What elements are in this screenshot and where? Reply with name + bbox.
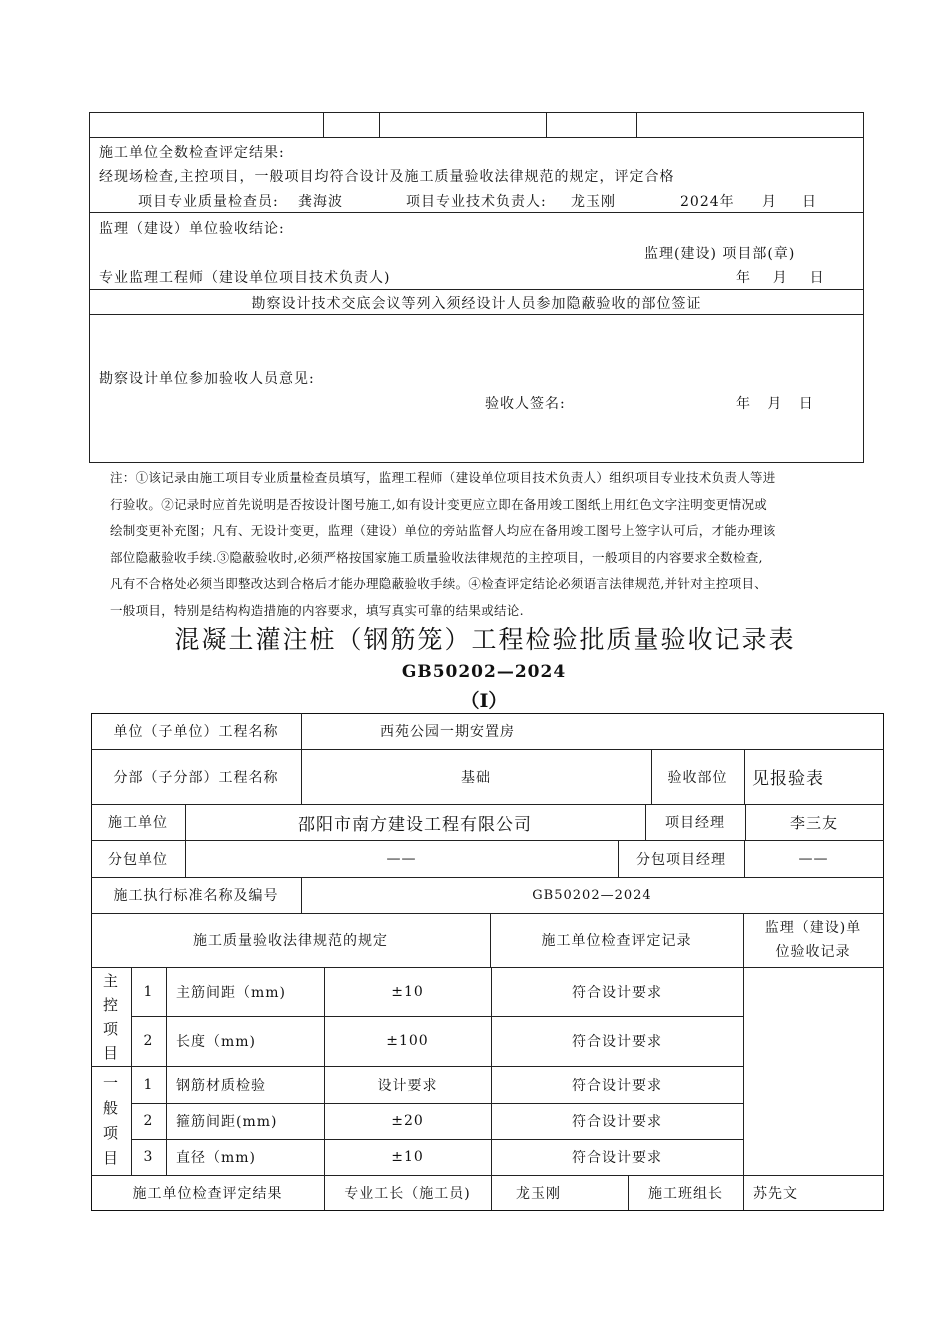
item-name: 主筋间距（mm) [176, 984, 287, 1001]
col-super-header [743, 913, 883, 967]
contractor-value: 邵阳市南方建设工程有限公司 [298, 814, 532, 835]
item-spec: ±10 [391, 983, 424, 1000]
col-divider [301, 713, 302, 749]
acceptor-sign-label: 验收人签名: [485, 396, 566, 412]
main-control-group-label [91, 967, 131, 1066]
item-no: 2 [143, 1033, 154, 1049]
row-divider [89, 314, 864, 315]
item-name: 钢筋材质检验 [176, 1077, 266, 1094]
foreman-value: 龙玉刚 [516, 1185, 561, 1202]
group-char: 项 [102, 1019, 119, 1038]
col-divider [379, 112, 380, 137]
supervision-engineer: 专业监理工程师（建设单位项目技术负责人) [99, 270, 391, 286]
note-line: 绘制变更补充图；凡有、无设计变更，监理（建设）单位的旁站监督人均应在备用竣工图号上签字认可后，才能办理该 [110, 523, 776, 538]
project-name-value: 西苑公园一期安置房 [380, 724, 515, 740]
standard-code: GB50202—2024 [401, 662, 567, 682]
self-check-result: 经现场检查,主控项目，一般项目均符合设计及施工质量验收法律规范的规定，评定合格 [99, 169, 675, 185]
section-number: （Ⅰ） [460, 690, 508, 712]
col-divider [743, 1175, 744, 1210]
group-char: 控 [102, 995, 119, 1014]
self-check-title: 施工单位全数检查评定结果: [99, 145, 285, 161]
note-line: 部位隐蔽验收手续.③隐蔽验收时,必须严格按国家施工质量验收法律规范的主控项目，一般项目的内容要求全数检查, [110, 549, 763, 565]
supervision-title: 监理（建设）单位验收结论: [99, 221, 285, 237]
sub-pm-label: 分包项目经理 [636, 851, 726, 868]
item-no: 1 [143, 1076, 154, 1093]
col-divider [743, 967, 744, 1175]
item-spec: ±20 [391, 1113, 424, 1129]
col-divider [744, 749, 745, 804]
item-spec: ±100 [386, 1033, 429, 1049]
col-check-header: 施工单位检查评定记录 [541, 933, 692, 949]
col-super-line: 监理（建设)单 [764, 920, 862, 936]
col-divider [636, 112, 637, 137]
qc-inspector-name: 龚海波 [298, 194, 343, 210]
table-border-right [883, 713, 884, 1210]
date-day: 日 [802, 194, 817, 210]
note-line: 凡有不合格处必须当即整改达到合格后才能办理隐蔽验收手续。④检查评定结论必须语言法律规范,并针对主控项目、 [110, 576, 768, 591]
col-divider [491, 1175, 492, 1210]
team-lead-value: 苏先文 [753, 1185, 798, 1202]
note-line: 注：①该记录由施工项目专业质量检查员填写，监理工程师（建设单位项目技术负责人）组织项目专业技术负责人等进 [110, 470, 776, 485]
item-spec: 设计要求 [377, 1077, 438, 1094]
table-border-bottom [91, 1210, 884, 1211]
group-char: 目 [102, 1148, 119, 1167]
tech-lead-label: 项目专业技术负责人: [406, 194, 547, 210]
sub-label: 分包单位 [108, 851, 168, 868]
item-record: 符合设计要求 [572, 1077, 662, 1094]
row-divider [89, 137, 864, 138]
sub-pm-value: —— [798, 850, 829, 867]
note-line: 行验收。②记录时应首先说明是否按设计图号施工,如有设计变更应立即在备用竣工图纸上用红色文字注明变更情况或 [110, 496, 768, 512]
result-label: 施工单位检查评定结果 [132, 1185, 283, 1202]
col-super-line: 位验收记录 [775, 944, 851, 960]
item-no: 2 [143, 1113, 154, 1129]
division-label: 分部（子分部）工程名称 [113, 769, 279, 786]
row-divider [89, 212, 864, 213]
item-record: 符合设计要求 [572, 984, 662, 1001]
std-value: GB50202—2024 [532, 887, 652, 903]
supervision-date: 年 月 日 [736, 270, 825, 286]
item-name: 直径（mm) [176, 1150, 257, 1166]
qc-inspector-label: 项目专业质量检查员: [138, 194, 279, 210]
col-spec-header: 施工质量验收法律规范的规定 [193, 933, 388, 949]
date-year: 2024年 [680, 194, 735, 210]
team-lead-label: 施工班组长 [648, 1185, 723, 1202]
foreman-label: 专业工长（施工员) [344, 1185, 471, 1202]
date-month: 月 [762, 194, 777, 210]
group-char: 一 [102, 1073, 119, 1092]
col-divider [323, 112, 324, 137]
item-name: 长度（mm) [176, 1034, 257, 1050]
item-record: 符合设计要求 [572, 1150, 662, 1166]
note-line: 一般项目，特别是结构构造措施的内容要求，填写真实可靠的结果或结论. [110, 602, 524, 618]
part-label: 验收部位 [667, 769, 728, 786]
division-value: 基础 [461, 769, 491, 786]
item-name: 箍筋间距(mm) [176, 1114, 278, 1130]
col-divider [166, 967, 167, 1175]
item-no: 3 [143, 1149, 154, 1165]
item-spec: ±10 [391, 1149, 424, 1165]
contractor-label: 施工单位 [108, 815, 168, 831]
design-sign-header: 勘察设计技术交底会议等列入须经设计人员参加隐蔽验收的部位签证 [251, 296, 702, 312]
project-name-label: 单位（子单位）工程名称 [113, 724, 279, 740]
pm-label: 项目经理 [665, 815, 725, 831]
general-group-label [91, 1066, 131, 1175]
design-opinion-label: 勘察设计单位参加验收人员意见: [99, 371, 315, 387]
item-no: 1 [143, 983, 154, 1000]
std-label: 施工执行标准名称及编号 [113, 888, 279, 904]
group-char: 般 [102, 1098, 119, 1117]
item-record: 符合设计要求 [572, 1114, 662, 1130]
notes [110, 465, 870, 624]
design-date: 年 月 日 [736, 396, 814, 412]
part-value: 见报验表 [752, 769, 824, 789]
col-divider [546, 112, 547, 137]
pm-value: 李三友 [789, 813, 838, 832]
group-char: 主 [102, 971, 119, 990]
tech-lead-name: 龙玉刚 [571, 194, 616, 210]
item-record: 符合设计要求 [572, 1034, 662, 1050]
sub-value: —— [386, 850, 417, 867]
group-char: 项 [102, 1123, 119, 1142]
row-divider [89, 289, 864, 290]
group-char: 目 [102, 1043, 119, 1062]
doc-title: 混凝土灌注桩（钢筋笼）工程检验批质量验收记录表 [174, 625, 796, 654]
supervision-seal: 监理(建设) 项目部(章) [644, 246, 796, 262]
